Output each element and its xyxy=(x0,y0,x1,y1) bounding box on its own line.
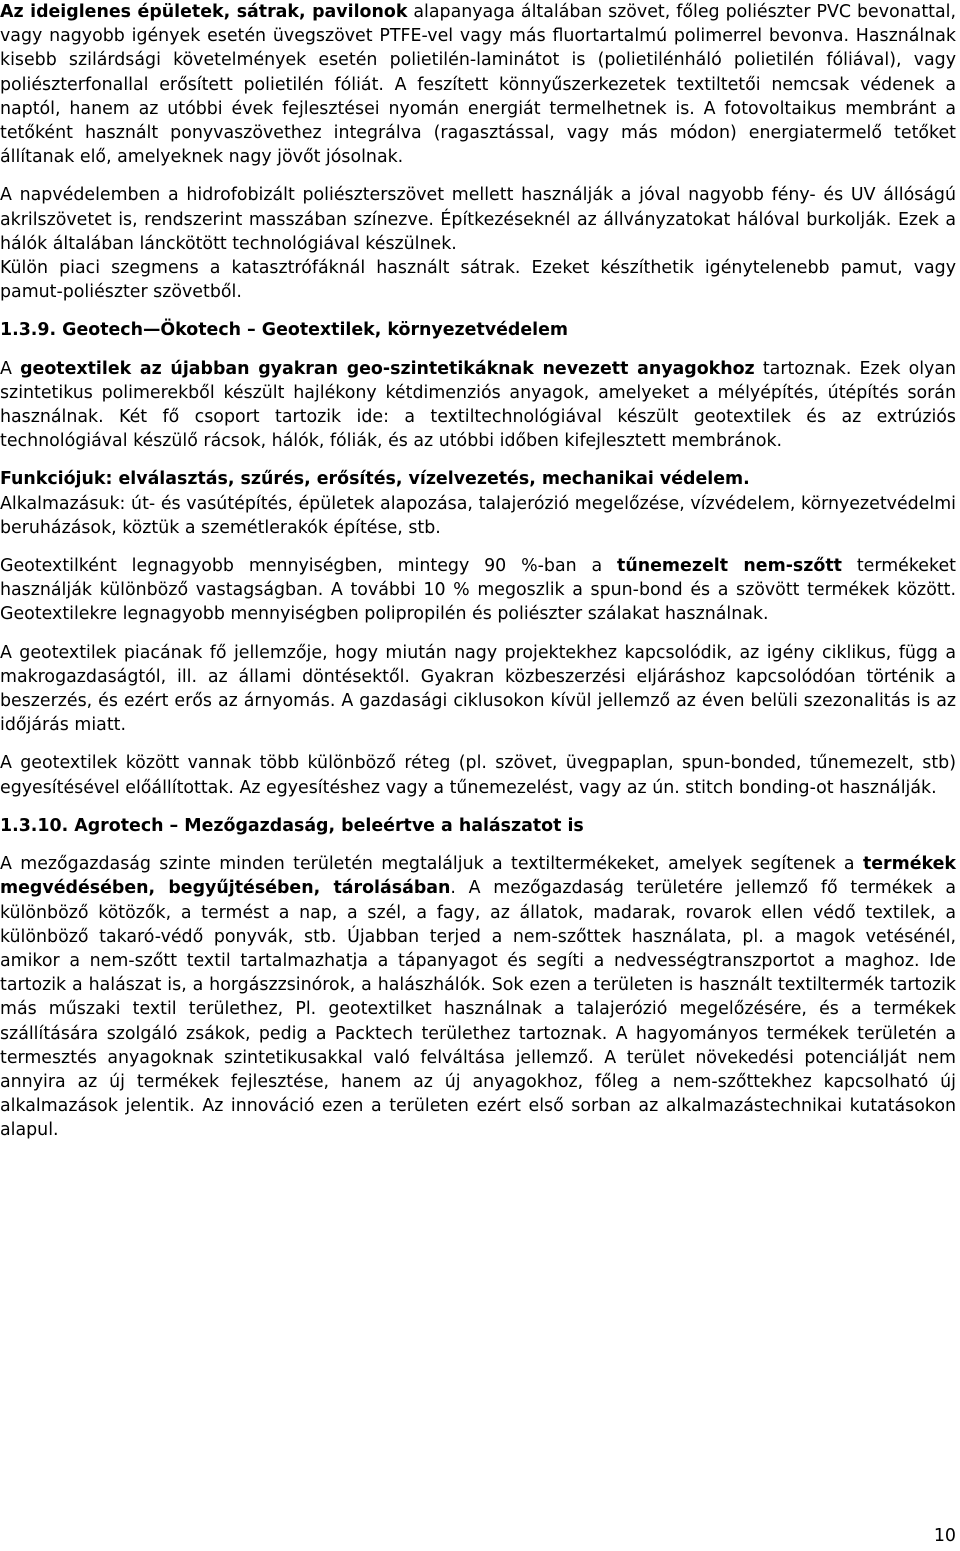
paragraph-disaster-tents: Külön piaci szegmens a katasztrófáknál használt sátrak. Ezeket készíthetik igénytelenebb pamut, vagy pamut-poliészter szövetből. xyxy=(0,258,956,303)
section-heading-agrotech: 1.3.10. Agrotech – Mezőgazdaság, beleértve a halászatot is xyxy=(0,815,584,836)
bold-phrase: termékek megvédésében, begyűjtésében, tárolásában xyxy=(0,854,956,899)
paragraph-text: alapanyaga általában szövet, főleg poliészter PVC bevonattal, vagy nagyobb igények esetén üvegszövet PTFE-vel vagy más fluortartalmú polimerrel bevonva. Használnak kisebb szilárdsági követelmények esetén polietilén-laminátot is (polietilénháló polietilén fóliával), vagy poliészterfonallal erősített polietilén fóliát. A feszített könnyűszerkezetek textiltetői nemcsak védenek a naptól, hanem az utóbbi évek fejlesztései nyomán energiát termelhetnek is. A fotovoltaikus membránt a tetőként használt ponyvaszövethez integrálva (ragasztással, vagy más módon) energiatermelő tetőket állítanak elő, amelyeknek nagy jövőt jósolnak. xyxy=(0,2,956,168)
page-number: 10 xyxy=(933,1526,956,1546)
paragraph-applications: Alkalmazásuk: út- és vasútépítés, épületek alapozása, talajerózió megelőzése, vízvédelem, környezetvédelmi beruházások, köztük a szemétlerakók építése, stb. xyxy=(0,493,956,538)
bold-phrase: geotextilek az újabban gyakran geo-szintetikáknak nevezett anyagokhoz xyxy=(20,358,755,379)
paragraph-geotextiles xyxy=(0,357,956,454)
bold-phrase: Funkciójuk: elválasztás, szűrés, erősítés, vízelvezetés, mechanikai védelem. xyxy=(0,469,750,490)
paragraph-functions xyxy=(0,467,956,491)
bold-phrase: Az ideiglenes épületek, sátrak, pavilonok xyxy=(0,2,408,22)
paragraph-text: Geotextilként legnagyobb mennyiségben, mintegy 90 %-ban a xyxy=(0,556,618,577)
bold-phrase: tűnemezelt nem-szőtt xyxy=(617,556,842,577)
section-heading-geotech: 1.3.9. Geotech—Ökotech – Geotextilek, környezetvédelem xyxy=(0,320,569,341)
paragraph-text: . A mezőgazdaság területére jellemző fő termékek a különböző kötözők, a termést a nap, a szél, a fagy, az állatok, madarak, rovarok ellen védő textilek, a különböző takaró-védő ponyvák, stb. Újabban terjed a nem-szőttek használata, pl. a magok vetésénél, amikor a nem-szőtt textil tartalmazhatja a tápanyagot és segíti a nedvességtranszportot a maghoz. Ide tartozik a halászat is, a horgászzsinórok, a halászhálók. Sok ezen a területen is használt textiltermék tartozik más műszaki textil területhez, Pl. geotextilket használnak a talajerózió megelőzésére, és a termékek szállítására szolgáló zsákok, pedig a Packtech területhez tartoznak. A hagyományos termékek területén a termesztés anyagoknak szintetikusakkal való felváltása jellemző. A terület növekedési potenciálját nem annyira az új termékek fejlesztése, hanem az új anyagokhoz, főleg a nem-szőttekhez kapcsolható új alkalmazások jelentik. Az innováció ezen a területen ezért első sorban az alkalmazástechnikai kutatásokon alapul. xyxy=(0,878,956,1141)
paragraph-text: A xyxy=(0,358,21,379)
paragraph-tents xyxy=(0,0,956,169)
paragraph-market: A geotextilek piacának fő jellemzője, hogy miután nagy projektekhez kapcsolódik, az igény ciklikus, függ a makrogazdaságtól, ill. az állami döntésektől. Gyakran közbeszerzési eljáráshoz kapcsolódóan történik a beszerzés, és ezért erős az árnyomás. A gazdasági ciklusokon kívül jellemző az éven belüli szezonalitás is az időjárás miatt. xyxy=(0,642,956,736)
paragraph-text: termékeket használják különböző vastagságban. A további 10 % megoszlik a spun-bond és a szövött termékek között. Geotextilekre legnagyobb mennyiségben polipropilén és poliészter szálakat használnak. xyxy=(0,556,956,625)
paragraph-text: tartoznak. Ezek olyan szintetikus polimerekből készült hajlékony kétdimenziós anyagok, amelyeket a mélyépítés, útépítés során használnak. Két fő csoport tartozik ide: a textiltechnológiával készült geotextilek és az extrúziós technológiával készülő rácsok, hálók, fóliák, és az utóbbi időben kifejlesztett membránok. xyxy=(0,358,957,452)
paragraph-layers: A geotextilek között vannak több különböző réteg (pl. szövet, üvegpaplan, spun-bonded, tűnemezelt, stb) egyesítésével előállítottak. Az egyesítéshez vagy a tűnemezelést, vagy az ún. stitch bonding-ot használják. xyxy=(0,753,956,798)
paragraph-sun-protection: A napvédelemben a hidrofobizált poliészterszövet mellett használják a jóval nagyobb fény- és UV állóságú akrilszövetet is, rendszerint masszában színezve. Építkezéseknél az állványzatokat hálóval burkolják. Ezek a hálók általában lánckötött technológiával készülnek. xyxy=(0,185,956,254)
paragraph-needlepunched xyxy=(0,554,956,627)
paragraph-text: A mezőgazdaság szinte minden területén megtaláljuk a textiltermékeket, amelyek segítenek a xyxy=(0,854,863,875)
paragraph-agriculture xyxy=(0,852,956,1142)
